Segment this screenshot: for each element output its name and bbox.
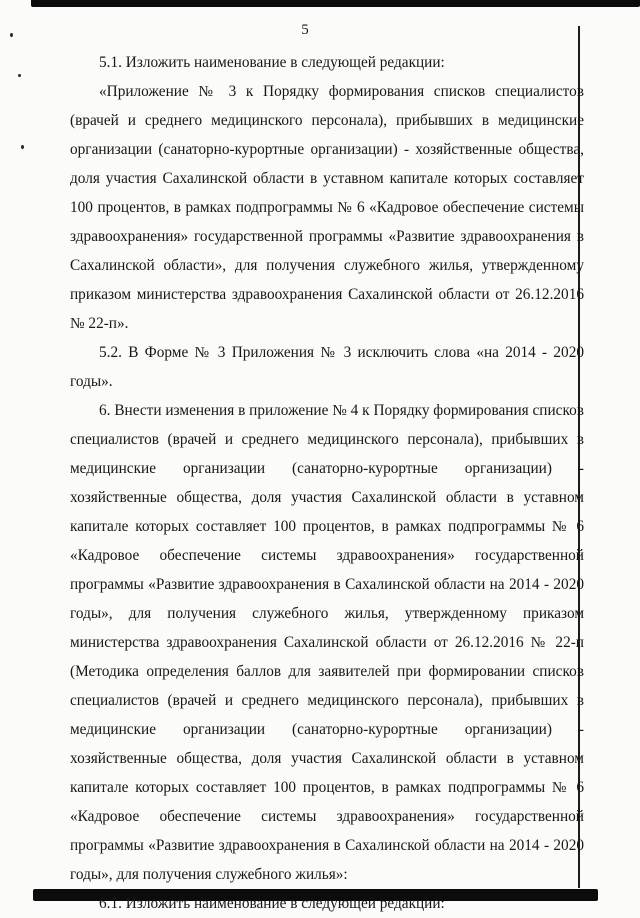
paragraph-5-2: 5.2. В Форме № 3 Приложения № 3 исключить слова «на 2014 - 2020 годы».	[70, 344, 584, 390]
page-number: 5	[301, 22, 309, 38]
scan-speck	[18, 74, 21, 77]
paragraph-5-1-body: «Приложение № 3 к Порядку формирования списков специалистов (врачей и среднего медицинского персонала), прибывших в медицинские организации (санаторно-курортные организации) - хозяйственные общества, доля участия Сахалинской области в уставном капитале которых составляет 100 процентов, в рамках подпрограммы № 6 «Кадровое обеспечение системы здравоохранения» государственной программы «Развитие здравоохранения в Сахалинской области», для получения служебного жилья, утвержденному приказом министерства здравоохранения Сахалинской области от 26.12.2016 № 22-п».	[70, 83, 584, 332]
scan-artifact-top-bar	[31, 0, 640, 7]
scan-speck	[21, 145, 24, 149]
paragraph-6-1-heading: 6.1. Изложить наименование в следующей редакции:	[99, 895, 445, 912]
paragraph-6: 6. Внести изменения в приложение № 4 к Порядку формирования списков специалистов (врачей и среднего медицинского персонала), прибывших в медицинские организации (санаторно-курортные организации) - хозяйственные общества, доля участия Сахалинской области в уставном капитале которых составляет 100 процентов, в рамках подпрограммы № 6 «Кадровое обеспечение системы здравоохранения» государственной программы «Развитие здравоохранения в Сахалинской области на 2014 - 2020 годы», для получения служебного жилья, утвержденному приказом министерства здравоохранения Сахалинской области от 26.12.2016 № 22-п (Методика определения баллов для заявителей при формировании списков специалистов (врачей и среднего медицинского персонала), прибывших в медицинские организации (санаторно-курортные организации) - хозяйственные общества, доля участия Сахалинской области в уставном капитале которых составляет 100 процентов, в рамках подпрограммы № 6 «Кадровое обеспечение системы здравоохранения» государственной программы «Развитие здравоохранения в Сахалинской области на 2014 - 2020 годы», для получения служебного жилья»:	[70, 402, 584, 883]
document-body	[70, 48, 584, 918]
paragraph-5-1-heading: 5.1. Изложить наименование в следующей редакции:	[99, 54, 445, 71]
scan-speck	[10, 33, 13, 37]
